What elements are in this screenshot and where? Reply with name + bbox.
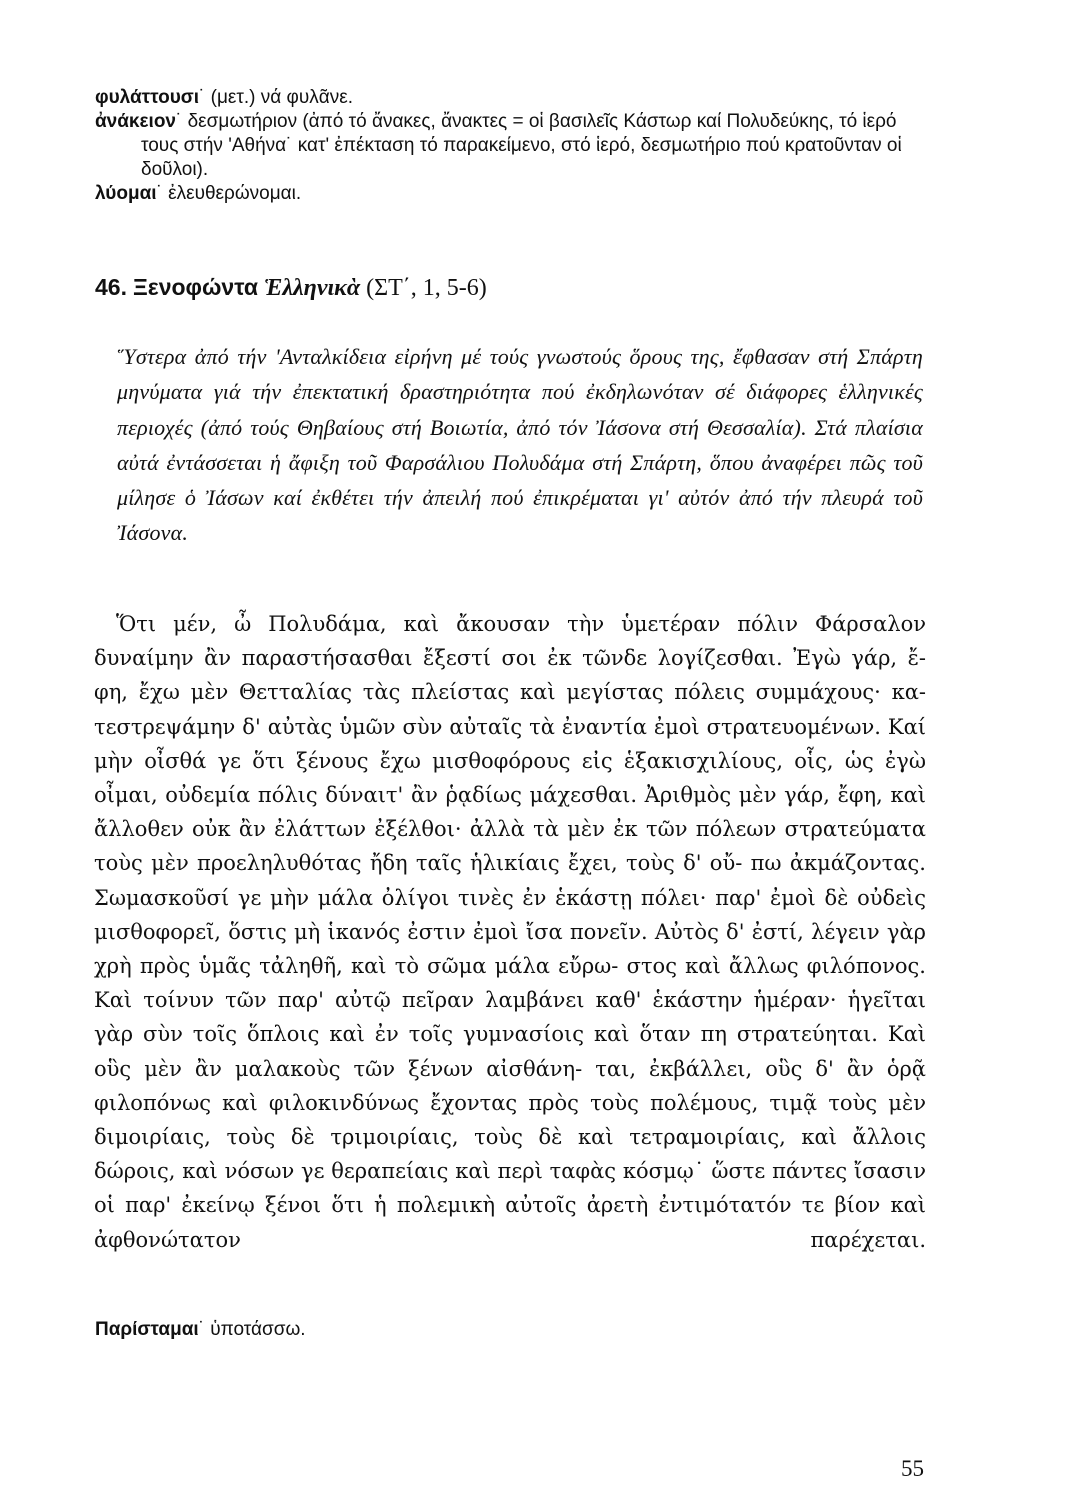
glossary-separator: ˙ [156, 183, 169, 204]
passage-line: καθ' ἑκάστην ἡμέραν· ἡγεῖται γὰρ σὺν τοῖς ὅπλοις καὶ ἐν τοῖς γυμνασίοις [94, 988, 926, 1047]
passage-line: παρ' ἐμοὶ δὲ οὐδεὶς μισθοφορεῖ, ὅστις μὴ ἱκανός ἐστιν ἐμοὶ ἴσα πονεῖν. [94, 885, 926, 944]
passage-line: καὶ τετραμοιρίαις, καὶ ἄλλοις δώροις, καὶ νόσων γε θεραπείαις καὶ περὶ [94, 1125, 926, 1184]
glossary-entry [95, 86, 935, 110]
section-number: 46. [95, 274, 127, 300]
glossary-definition: ἐλευθερώνομαι. [168, 183, 302, 204]
section-reference: (ΣΤ΄, 1, 5-6) [366, 275, 487, 301]
glossary-term: λύομαι [95, 183, 157, 204]
glossary [95, 86, 935, 206]
passage-line: στος καὶ ἄλλως φιλόπονος. Καὶ τοίνυν τῶν παρ' αὐτῷ πεῖραν λαμβάνει [94, 954, 926, 1013]
intro-paragraph: Ὕστερα ἀπό τήν 'Ανταλκίδεια εἰρήνη μέ τούς γνωστούς ὅρους της, ἔφθασαν στή Σπάρτη μηνύματα γιά τήν ἐπεκτατική δραστηριότητα πού ἐκδηλωνόταν σέ διάφορες ἑλληνικές περιοχές (ἀπό τούς Θηβαίους στή Βοιωτία, ἀπό τόν Ἰάσονα στή Θεσσαλία). Στά πλαίσια αὐτά ἐντάσσεται ἡ ἄφιξη τοῦ Φαρσάλιου Πολυδάμα στή Σπάρτη, ὅπου ἀναφέρει πῶς τοῦ μίλησε ὁ Ἰάσων καί ἐκθέτει τήν ἀπειλή πού ἐπικρέμαται γι' αὐτόν ἀπό τήν πλευρά τοῦ Ἰάσονα. [117, 344, 923, 546]
passage-line: φη, ἔχω μὲν Θετταλίας τὰς πλείστας καὶ μεγίστας πόλεις συμμάχους· κα- [94, 680, 926, 705]
passage-line: τοὺς πολέμους, τιμᾷ τοὺς μὲν διμοιρίαις, τοὺς δὲ τριμοιρίαις, τοὺς δὲ [94, 1090, 926, 1150]
section-author: Ξενοφώντα [132, 274, 258, 300]
glossary-separator: ˙ [176, 111, 188, 132]
passage-line: ἐγὼ οἶμαι, οὐδεμία πόλις δύναιτ' ἂν ῥᾳδίως μάχεσθαι. Ἀριθμὸς μὲν γάρ, [94, 748, 926, 808]
footnote-definition: ὑποτάσσω. [210, 1319, 306, 1340]
page-number: 55 [901, 1456, 924, 1481]
passage-line: ται, ἐκβάλλει, οὓς δ' ἂν ὁρᾷ φιλοπόνως καὶ φιλοκινδύνως ἔχοντας πρὸς [94, 1056, 926, 1115]
passage-line: ἔφη, καὶ ἄλλοθεν οὐκ ἂν ἐλάττων ἐξέλθοι· ἀλλὰ τὰ μὲν ἐκ τῶν πόλεων [94, 783, 926, 842]
passage-line: Ὅτι μέν, ὦ Πολυδάμα, καὶ ἄκουσαν τὴν ὑμετέραν πόλιν Φάρσαλον [116, 612, 926, 636]
section-work-title: Ἑλληνικὰ [263, 275, 361, 301]
passage-line: πω ἀκμάζοντας. Σωμασκοῦσί γε μὴν μάλα ὀλίγοι τινὲς ἐν ἑκάστῃ πόλει· [94, 851, 926, 910]
glossary-definition: (μετ.) νά φυλᾶνε. [210, 87, 353, 108]
ancient-greek-passage [94, 607, 926, 1257]
passage-line: στρατεύματα τοὺς μὲν προεληλυθότας ἤδη ταῖς ἡλικίαις ἔχει, τοὺς δ' οὔ- [94, 817, 926, 876]
glossary-definition: δεσμωτήριον (ἀπό τό ἄνακες, ἄνακτες = οἱ βασιλεῖς Κάστωρ καί Πολυδεύκης, τό ἱερό τους στήν 'Αθήνα˙ κατ' ἐπέκταση τό παρακείμενο, στό ἱερό, δεσμωτήριο πού κρατοῦνταν οἱ δοῦλοι). [141, 111, 902, 180]
passage-line: αὐτοῖς ἀρετὴ ἐντιμότατόν τε βίον καὶ ἀφθονώτατον παρέχεται. [94, 1193, 926, 1252]
passage-line: Αὐτὸς δ' ἐστί, λέγειν γὰρ χρὴ πρὸς ὑμᾶς τἀληθῆ, καὶ τὸ σῶμα μάλα εὔρω- [94, 919, 926, 979]
section-heading [95, 272, 487, 303]
glossary-entry [95, 182, 935, 206]
glossary-entry [95, 110, 935, 182]
passage-line: Καί μὴν οἶσθά γε ὅτι ξένους ἔχω μισθοφόρους εἰς ἑξακισχιλίους, οἷς, ὡς [94, 714, 926, 773]
passage-line: δυναίμην ἂν παραστήσασθαι ἔξεστί σοι ἐκ τῶνδε λογίζεσθαι. Ἐγὼ γάρ, ἔ- [94, 646, 926, 671]
footnote-term: Παρίσταμαι [95, 1319, 199, 1340]
glossary-term: φυλάττουσι [95, 87, 200, 108]
passage-line: καὶ ὅταν πη στρατεύηται. Καὶ οὓς μὲν ἂν μαλακοὺς τῶν ξένων αἰσθάνη- [94, 1022, 926, 1081]
glossary-term: ἀνάκειον [95, 111, 176, 132]
passage-line: τεστρεψάμην δ' αὐτὰς ὑμῶν σὺν αὐταῖς τὰ ἐναντία ἐμοὶ στρατευομένων. [94, 714, 881, 739]
footnote-separator: ˙ [198, 1319, 211, 1340]
footnote [95, 1318, 306, 1342]
passage-line: ταφὰς κόσμῳ˙ ὥστε πάντες ἴσασιν οἱ παρ' ἐκείνῳ ξένοι ὅτι ἡ πολεμικὴ [94, 1159, 926, 1218]
glossary-separator: ˙ [199, 87, 211, 108]
